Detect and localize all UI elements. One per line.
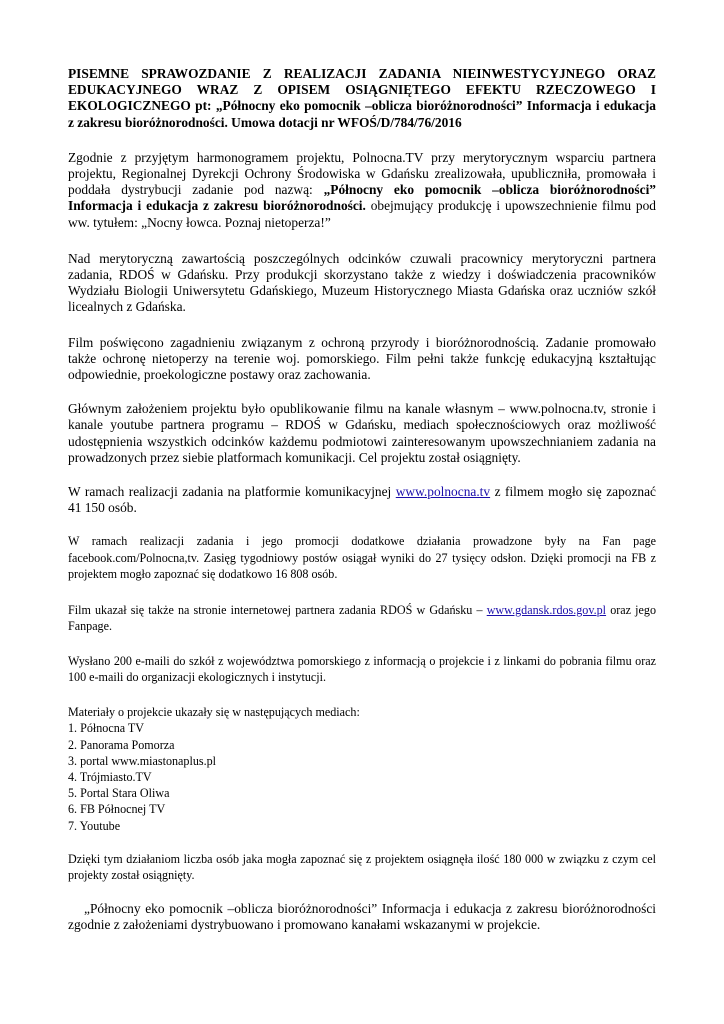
intro-text: Zgodnie z przyjętym harmonogramem projektu, Polnocna.TV przy merytorycznym wsparciu partnera projektu, Regionalnej Dyrekcji Ochrony Środowiska w Gdańsku zrealizowała, upubliczniła, promowała i poddała dystrybucji zadanie pod nazwą: <box>68 149 656 198</box>
paragraph-total-reach: Dzięki tym działaniom liczba osób jaka mogła zapoznać się z projektem osiągnęła ilość 180 000 w związku z czym cel projekty został osiągnięty. <box>68 851 656 883</box>
list-item: 1. Północna TV <box>68 721 145 736</box>
intro-text-end: obejmujący produkcję i upowszechnienie filmu pod ww. tytułem: „Nocny łowca. Poznaj nietoperza!” <box>68 198 656 230</box>
list-item: 2. Panorama Pomorza <box>68 737 175 752</box>
paragraph-platform-reach <box>68 484 656 516</box>
media-list <box>68 720 656 833</box>
task-name-bold: „Północny eko pomocnik –oblicza bioróżnorodności” Informacja i edukacja z zakresu bioróżnorodności. <box>68 182 656 214</box>
paragraph-project-goal: Głównym założeniem projektu było opublikowanie filmu na kanale własnym – www.polnocna.tv, stronie i kanale youtube partnera programu – RDOŚ w Gdańsku, mediach społecznościowych oraz możliwość udostępnienia wszystkich odcinków każdemu podmiotowi zainteresowanym upowszechnianiem zadania na prowadzonych przez siebie platformach komunikacji. Cel projektu został osiągnięty. <box>68 401 656 465</box>
document-page <box>68 66 656 933</box>
paragraph-film-topic: Film poświęcono zagadnieniu związanym z ochroną przyrody i bioróżnorodnością. Zadanie promowało także ochronę nietoperzy na terenie woj. pomorskiego. Film pełni także funkcję edukacyjną kształtując odpowiednie, proekologiczne postawy oraz zachowania. <box>68 334 656 383</box>
platform-text-end: z filmem mogło się zapoznać 41 150 osób. <box>68 484 657 516</box>
media-list-intro: Materiały o projekcie ukazały się w następujących mediach: <box>68 704 360 719</box>
list-item: 5. Portal Stara Oliwa <box>68 786 170 801</box>
paragraph-facebook-promotion: W ramach realizacji zadania i jego promocji dodatkowe działania prowadzone były na Fan page facebook.com/Polnocna,tv. Zasięg tygodniowy postów osiągał wyniki do 27 tysięcy odsłon. Dzięki promocji na FB z projektem mogło zapoznać się dodatkowo 16 808 osób. <box>68 534 656 582</box>
paragraph-partner-site <box>68 602 656 635</box>
rdos-link[interactable]: www.gdansk.rdos.gov.pl <box>486 602 607 617</box>
polnocna-link[interactable]: www.polnocna.tv <box>395 484 491 500</box>
list-item: 4. Trójmiasto.TV <box>68 770 152 785</box>
list-item: 6. FB Północnej TV <box>68 802 166 817</box>
document-title: PISEMNE SPRAWOZDANIE Z REALIZACJI ZADANIA NIEINWESTYCYJNEGO ORAZ EDUKACYJNEGO WRAZ Z OPISEM OSIĄGNIĘTEGO EFEKTU RZECZOWEGO I EKOLOGICZNEGO pt: „Północny eko pomocnik –oblicza bioróżnorodności” Informacja i edukacja z zakresu bioróżnorodności. Umowa dotacji nr WFOŚ/D/784/76/2016 <box>68 66 656 130</box>
partner-text: Film ukazał się także na stronie internetowej partnera zadania RDOŚ w Gdańsku – <box>68 602 487 617</box>
paragraph-intro <box>68 150 656 231</box>
paragraph-emails: Wysłano 200 e-maili do szkół z województwa pomorskiego z informacją o projekcie i z linkami do pobrania filmu oraz 100 e-maili do organizacji ekologicznych i instytucji. <box>68 653 656 685</box>
platform-text: W ramach realizacji zadania na platformie komunikacyjnej <box>68 484 396 500</box>
partner-text-end: oraz jego Fanpage. <box>68 602 656 634</box>
paragraph-conclusion: „Północny eko pomocnik –oblicza bioróżnorodności” Informacja i edukacja z zakresu bioróżnorodności zgodnie z założeniami dystrybuowano i promowano kanałami wskazanymi w projekcie. <box>68 900 656 933</box>
paragraph-content-supervision: Nad merytoryczną zawartością poszczególnych odcinków czuwali pracownicy merytoryczni partnera zadania, RDOŚ w Gdańsku. Przy produkcji skorzystano także z wiedzy i doświadczenia pracowników Wydziału Biologii Uniwersytetu Gdańskiego, Muzeum Historycznego Miasta Gdańska oraz uczniów szkół licealnych z Gdańska. <box>68 250 656 315</box>
list-item: 7. Youtube <box>68 818 121 833</box>
list-item: 3. portal www.miastonaplus.pl <box>68 753 217 768</box>
